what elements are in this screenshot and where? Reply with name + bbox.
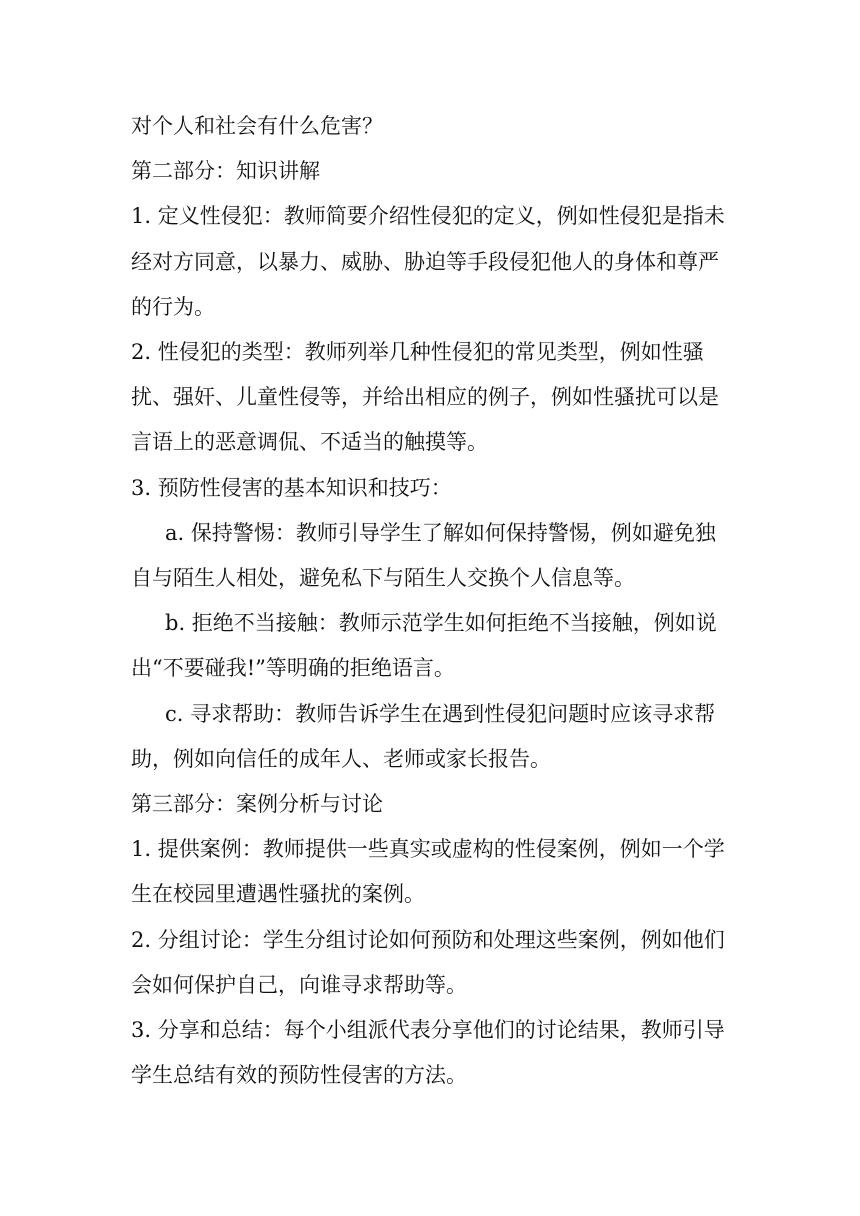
item-2-3: 3. 预防性侵害的基本知识和技巧： (131, 475, 452, 500)
item-2-3-c: c. 寻求帮助：教师告诉学生在遇到性侵犯问题时应该寻求帮助，例如向信任的成年人、老师或家长报告。 (131, 701, 716, 771)
intro-question: 对个人和社会有什么危害？ (131, 114, 383, 138)
item-3-3: 3. 分享和总结：每个小组派代表分享他们的讨论结果，教师引导学生总结有效的预防性侵害的方法。 (131, 1018, 725, 1088)
item-2-3-a: a. 保持警惕：教师引导学生了解如何保持警惕，例如避免独自与陌生人相处，避免私下与陌生人交换个人信息等。 (131, 520, 716, 591)
section-3-heading: 第三部分：案例分析与讨论 (131, 792, 383, 817)
section-2-heading: 第二部分：知识讲解 (131, 159, 320, 184)
document-body (131, 104, 731, 1098)
item-3-1: 1. 提供案例：教师提供一些真实或虚构的性侵案例，例如一个学生在校园里遭遇性骚扰的案例。 (131, 837, 725, 907)
item-2-1: 1. 定义性侵犯：教师简要介绍性侵犯的定义，例如性侵犯是指未经对方同意，以暴力、威胁、胁迫等手段侵犯他人的身体和尊严的行为。 (131, 204, 725, 319)
item-2-2: 2. 性侵犯的类型：教师列举几种性侵犯的常见类型，例如性骚扰、强奸、儿童性侵等，并给出相应的例子，例如性骚扰可以是言语上的恶意调侃、不适当的触摸等。 (131, 340, 719, 455)
item-3-2: 2. 分组讨论：学生分组讨论如何预防和处理这些案例，例如他们会如何保护自己，向谁寻求帮助等。 (131, 927, 725, 997)
item-2-3-b: b. 拒绝不当接触：教师示范学生如何拒绝不当接触，例如说出“不要碰我!”等明确的拒绝语言。 (131, 611, 717, 681)
